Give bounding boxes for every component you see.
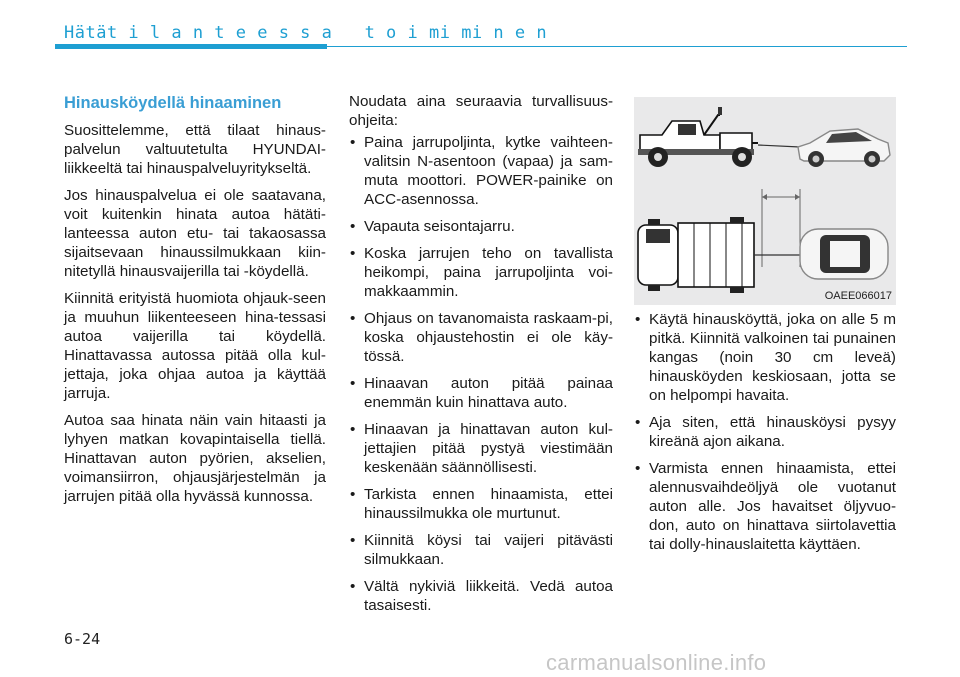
list-item bbox=[349, 217, 613, 236]
tow-cable-side bbox=[758, 145, 800, 147]
list-item-text: Vältä nykiviä liikkeitä. Vedä autoa tasaisesti. bbox=[364, 578, 613, 614]
page-number: 6-24 bbox=[64, 630, 101, 648]
bullet-icon: • bbox=[350, 486, 356, 503]
list-item-text: Kiinnitä köysi tai vaijeri pitävästi silmukkaan. bbox=[364, 532, 613, 568]
paragraph: Autoa saa hinata näin vain hitaasti ja lyhyen matkan kovapintaisella tiellä. Hinattavan auton pyörien, akselien, voimansiirron, ohjausjärjestelmän ja jarrujen pitää olla hyvässä kunnossa. bbox=[64, 412, 326, 505]
list-item-text: Hinaavan ja hinattavan auton kul-jettajien pitää pystyä viestimään keskenään säännöllisesti. bbox=[364, 421, 613, 476]
chapter-header: Hätät i l a n t e e s s a t o i mi mi n e n bbox=[64, 23, 548, 43]
header-rule-thin bbox=[327, 46, 907, 47]
tow-truck-top-icon bbox=[638, 217, 754, 293]
list-item bbox=[349, 577, 613, 615]
list-item-text: Aja siten, että hinausköysi pysyy kireänä ajon aikana. bbox=[649, 414, 896, 450]
list-item bbox=[349, 309, 613, 366]
list-item bbox=[349, 531, 613, 569]
list-item-text: Käytä hinausköyttä, joka on alle 5 m pitkä. Kiinnitä valkoinen tai punainen kangas (noin 30 cm leveä) hinausköyden keskiosaan, jotta se on helpompi havaita. bbox=[649, 311, 896, 404]
list-item-text: Ohjaus on tavanomaista raskaam-pi, koska ohjaustehostin ei ole käy-tössä. bbox=[364, 310, 613, 365]
bullet-icon: • bbox=[350, 134, 356, 151]
bullet-icon: • bbox=[350, 218, 356, 235]
tow-truck-side-icon bbox=[638, 107, 758, 167]
bullet-icon: • bbox=[350, 310, 356, 327]
column-1 bbox=[64, 92, 326, 514]
cable-list bbox=[634, 310, 896, 554]
paragraph: Jos hinauspalvelua ei ole saatavana, voit kuitenkin hinata autoa hätäti-lanteessa auton etu- tai takaosassa sijaitsevaan hinaussilmukkaan kiin-nitetyllä hinausvaijerilla tai -köydellä. bbox=[64, 187, 326, 280]
bullet-icon: • bbox=[350, 375, 356, 392]
list-item-text: Koska jarrujen teho on tavallista heikompi, paina jarrupoljinta voi-makkaammin. bbox=[364, 245, 613, 300]
section-title: Hinausköydellä hinaaminen bbox=[64, 94, 282, 112]
paragraph: Suosittelemme, että tilaat hinaus-palvelun valtuutetulta HYUNDAI-liikkeeltä tai hinauspalveluyritykseltä. bbox=[64, 122, 326, 177]
column-2 bbox=[349, 92, 613, 623]
safety-list bbox=[349, 133, 613, 615]
list-item bbox=[634, 310, 896, 405]
tow-truck-diagram bbox=[634, 97, 896, 305]
list-item bbox=[634, 459, 896, 554]
bullet-icon: • bbox=[350, 245, 356, 262]
list-item bbox=[349, 244, 613, 301]
bullet-icon: • bbox=[350, 532, 356, 549]
list-item bbox=[349, 133, 613, 209]
towing-illustration bbox=[634, 97, 896, 305]
header-rule-thick bbox=[55, 44, 327, 49]
bullet-icon: • bbox=[635, 311, 641, 328]
bullet-icon: • bbox=[350, 578, 356, 595]
bullet-icon: • bbox=[635, 414, 641, 431]
list-item-text: Hinaavan auton pitää painaa enemmän kuin hinattava auto. bbox=[364, 375, 613, 411]
towed-car-top-icon bbox=[800, 229, 888, 279]
figure-code: OAEE066017 bbox=[824, 290, 892, 302]
list-item-text: Paina jarrupoljinta, kytke vaihteen-valitsin N-asentoon (vapaa) ja sam-muta moottori. POWER-painike on ACC-asennossa. bbox=[364, 134, 613, 208]
list-item-text: Vapauta seisontajarru. bbox=[364, 218, 515, 235]
list-item bbox=[349, 420, 613, 477]
list-item bbox=[634, 413, 896, 451]
paragraph: Kiinnitä erityistä huomiota ohjauk-seen ja muuhun liikenteeseen hina-tessasi autoa vaijerilla tai köydellä. Hinattavassa autossa pitää olla kul-jettaja, joka ohjaa autoa ja käyttää jarruja. bbox=[64, 290, 326, 402]
list-item-text: Varmista ennen hinaamista, ettei alennusvaihdeöljyä ole vuotanut auton alle. Jos havaitset öljyvuo-don, auto on hinattava siirtolavettia tai dolly-hinauslaitetta käyttäen. bbox=[649, 460, 896, 553]
towed-car-side-icon bbox=[798, 129, 890, 167]
list-item bbox=[349, 485, 613, 523]
list-item-text: Tarkista ennen hinaamista, ettei hinaussilmukka ole murtunut. bbox=[364, 486, 613, 522]
list-item bbox=[349, 374, 613, 412]
safety-intro: Noudata aina seuraavia turvallisuus-ohjeita: bbox=[349, 93, 613, 129]
bullet-icon: • bbox=[635, 460, 641, 477]
bullet-icon: • bbox=[350, 421, 356, 438]
watermark: carmanualsonline.info bbox=[546, 650, 767, 675]
column-3 bbox=[634, 310, 896, 562]
